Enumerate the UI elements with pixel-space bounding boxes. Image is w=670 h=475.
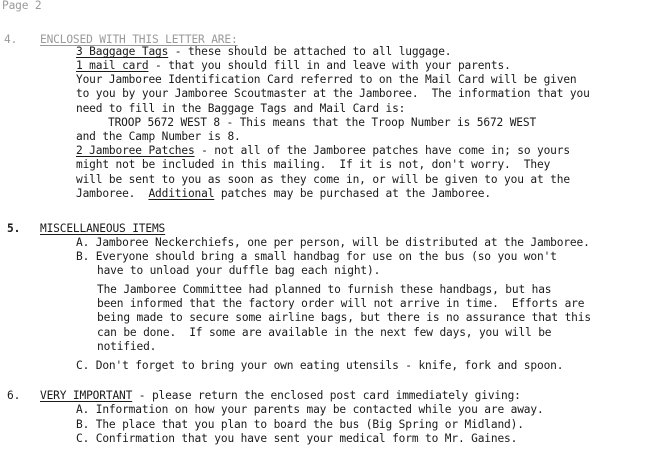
patches-line-4-start: Jamboree. — [76, 187, 149, 200]
troop-number-line: TROOP 5672 WEST 8 - This means that the Troop Number is 5672 WEST — [108, 116, 537, 129]
section-6-item-c: C. Confirmation that you have sent your medical form to Mr. Gaines. — [76, 432, 518, 445]
patches-heading: 2 Jamboree Patches — [76, 144, 195, 157]
mail-card-line-4: need to fill in the Baggage Tags and Mail Card is: — [76, 102, 406, 115]
patches-line-2: might not be included in this mailing. If it is not, don't worry. They — [76, 158, 551, 171]
section-5-item-b-line-5: being made to secure some airline bags, but there is no assurance that this — [97, 311, 591, 324]
mail-card-line-3: to you by your Jamboree Scoutmaster at the Jamboree. The information that you — [76, 87, 590, 100]
mail-card-text: - that you should fill in and leave with your parents. — [148, 59, 511, 72]
section-4-number: 4. — [4, 33, 18, 46]
patches-line-4 — [76, 187, 491, 201]
section-5-number: 5. — [7, 222, 21, 235]
section-6-item-b: B. The place that you plan to board the bus (Big Spring or Midland). — [76, 418, 524, 431]
section-6-text: - please return the enclosed post card immediately giving: — [132, 389, 521, 402]
page-label: Page 2 — [2, 0, 42, 12]
mail-card-line-2: Your Jamboree Identification Card referred to on the Mail Card will be given — [76, 73, 577, 86]
camp-number-line: and the Camp Number is 8. — [76, 130, 241, 143]
section-4-heading: ENCLOSED WITH THIS LETTER ARE: — [40, 33, 238, 46]
section-6-line — [40, 389, 521, 403]
patches-text: - not all of the Jamboree patches have come in; so yours — [194, 144, 570, 157]
section-6-item-a: A. Information on how your parents may be contacted while you are away. — [76, 403, 544, 416]
section-5-item-b-line-2: have to unload your duffle bag each night). — [97, 264, 381, 277]
baggage-tags-text: - these should be attached to all luggage. — [168, 45, 452, 58]
section-6-heading: VERY IMPORTANT — [40, 389, 133, 402]
section-5-item-b-line-3: The Jamboree Committee had planned to furnish these handbags, but has — [97, 283, 552, 296]
baggage-tags-line — [76, 45, 451, 59]
patches-line-3: will be sent to you as soon as they come in, or will be given to you at the — [76, 173, 570, 186]
baggage-tags-heading: 3 Baggage Tags — [76, 45, 169, 58]
section-5-item-b-line-6: can be done. If some are available in the next few days, you will be — [97, 326, 552, 339]
patches-line — [76, 144, 570, 158]
additional-word: Additional — [148, 187, 215, 200]
mail-card-line — [76, 59, 511, 73]
mail-card-heading: 1 mail card — [76, 59, 149, 72]
section-5-item-a: A. Jamboree Neckerchiefs, one per person, will be distributed at the Jamboree. — [76, 236, 590, 249]
section-5-item-c: C. Don't forget to bring your own eating utensils - knife, fork and spoon. — [76, 359, 564, 372]
section-5-heading: MISCELLANEOUS ITEMS — [40, 222, 166, 235]
section-6-number: 6. — [7, 389, 21, 402]
patches-line-4-end: patches may be purchased at the Jamboree. — [214, 187, 491, 200]
section-5-item-b-line-7: notified. — [97, 340, 157, 353]
section-5-item-b: B. Everyone should bring a small handbag for use on the bus (so you won't — [76, 250, 557, 263]
section-5-item-b-line-4: been informed that the factory order will not arrive in time. Efforts are — [97, 297, 585, 310]
